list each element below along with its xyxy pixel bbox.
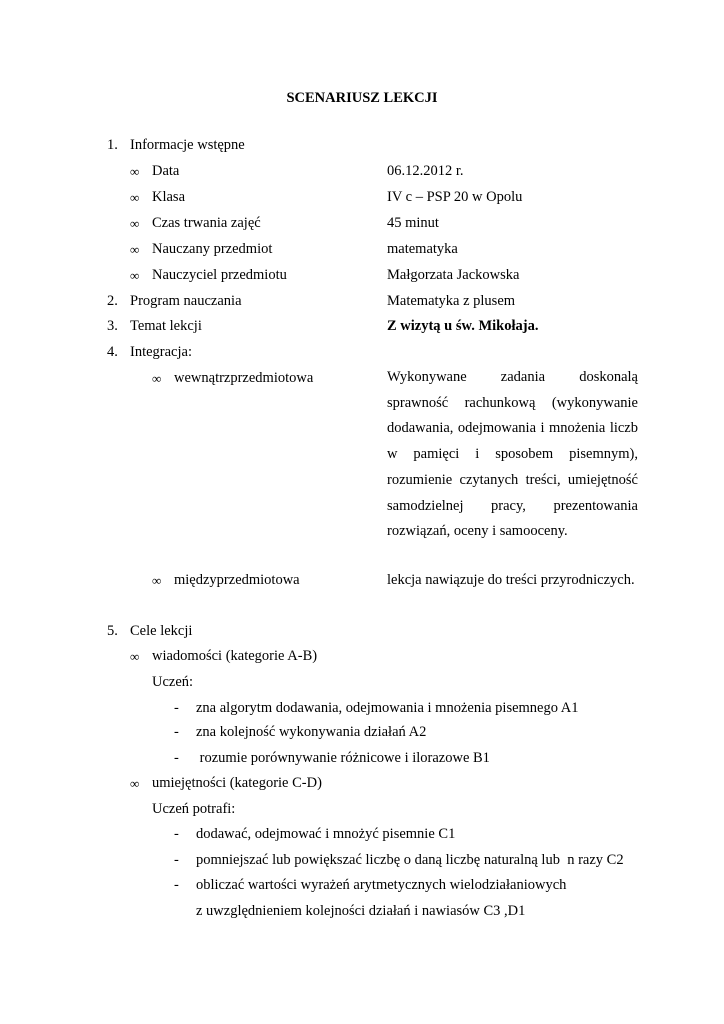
section-4-label: Integracja:: [130, 344, 192, 360]
dash-icon: -: [174, 700, 179, 716]
document-title: SCENARIUSZ LEKCJI: [286, 90, 438, 106]
dash-icon: -: [174, 877, 179, 893]
info-value: 45 minut: [387, 215, 439, 231]
dash-icon: -: [174, 724, 179, 740]
bullet-icon: ∞: [130, 242, 140, 257]
integration-inner-label: wewnątrzprzedmiotowa: [174, 370, 314, 386]
goal-item-continuation: z uwzględnieniem kolejności działań i nawiasów C3 ,D1: [196, 903, 526, 919]
info-value: IV c – PSP 20 w Opolu: [387, 189, 523, 205]
info-label: Nauczany przedmiot: [152, 241, 273, 257]
section-2-label: Program nauczania: [130, 293, 242, 309]
goals-knowledge-intro: Uczeń:: [152, 674, 194, 690]
bullet-icon: ∞: [130, 216, 140, 231]
section-1-number: 1.: [107, 137, 118, 153]
section-5-label: Cele lekcji: [130, 623, 193, 639]
section-2-number: 2.: [107, 293, 118, 309]
info-value: matematyka: [387, 241, 458, 257]
bullet-icon: ∞: [152, 371, 162, 386]
bullet-icon: ∞: [130, 649, 140, 664]
info-label: Czas trwania zajęć: [152, 215, 261, 231]
goal-item: dodawać, odejmować i mnożyć pisemnie C1: [196, 826, 456, 842]
section-3-label: Temat lekcji: [130, 318, 202, 334]
goals-knowledge-label: wiadomości (kategorie A-B): [152, 648, 318, 664]
bullet-icon: ∞: [130, 190, 140, 205]
goal-item: zna kolejność wykonywania działań A2: [196, 724, 427, 740]
info-label: Klasa: [152, 189, 186, 205]
bullet-icon: ∞: [130, 164, 140, 179]
dash-icon: -: [174, 852, 179, 868]
integration-inter-label: międzyprzedmiotowa: [174, 572, 300, 588]
section-5-number: 5.: [107, 623, 118, 639]
section-3-number: 3.: [107, 318, 118, 334]
integration-inner-description: Wykonywane zadania doskonalą sprawność rachunkową (wykonywanie dodawania, odejmowania i mnożenia liczb w pamięci i sposobem pisemnym), rozumienie czytanych treści, umiejętność samodzielnej pracy, prezentowania rozwiązań, oceny i samooceny.: [387, 369, 638, 540]
goal-item: obliczać wartości wyrażeń arytmetycznych wielodziałaniowych: [196, 877, 567, 893]
section-4-number: 4.: [107, 344, 118, 360]
section-2-value: Matematyka z plusem: [387, 293, 516, 309]
info-label: Nauczyciel przedmiotu: [152, 267, 287, 283]
bullet-icon: ∞: [130, 776, 140, 791]
lesson-topic: Z wizytą u św. Mikołaja.: [387, 318, 539, 334]
goal-item: rozumie porównywanie różnicowe i ilorazowe B1: [196, 750, 490, 766]
info-value: 06.12.2012 r.: [387, 163, 464, 179]
section-1-label: Informacje wstępne: [130, 137, 245, 153]
goal-item: pomniejszać lub powiększać liczbę o daną liczbę naturalną lub n razy C2: [196, 852, 624, 868]
info-value: Małgorzata Jackowska: [387, 267, 520, 283]
info-label: Data: [152, 163, 180, 179]
bullet-icon: ∞: [152, 573, 162, 588]
integration-inter-description: lekcja nawiązuje do treści przyrodniczych.: [387, 572, 635, 588]
dash-icon: -: [174, 826, 179, 842]
dash-icon: -: [174, 750, 179, 766]
goals-skills-label: umiejętności (kategorie C-D): [152, 775, 322, 791]
goals-skills-intro: Uczeń potrafi:: [152, 801, 236, 817]
goal-item: zna algorytm dodawania, odejmowania i mnożenia pisemnego A1: [196, 700, 579, 716]
bullet-icon: ∞: [130, 268, 140, 283]
